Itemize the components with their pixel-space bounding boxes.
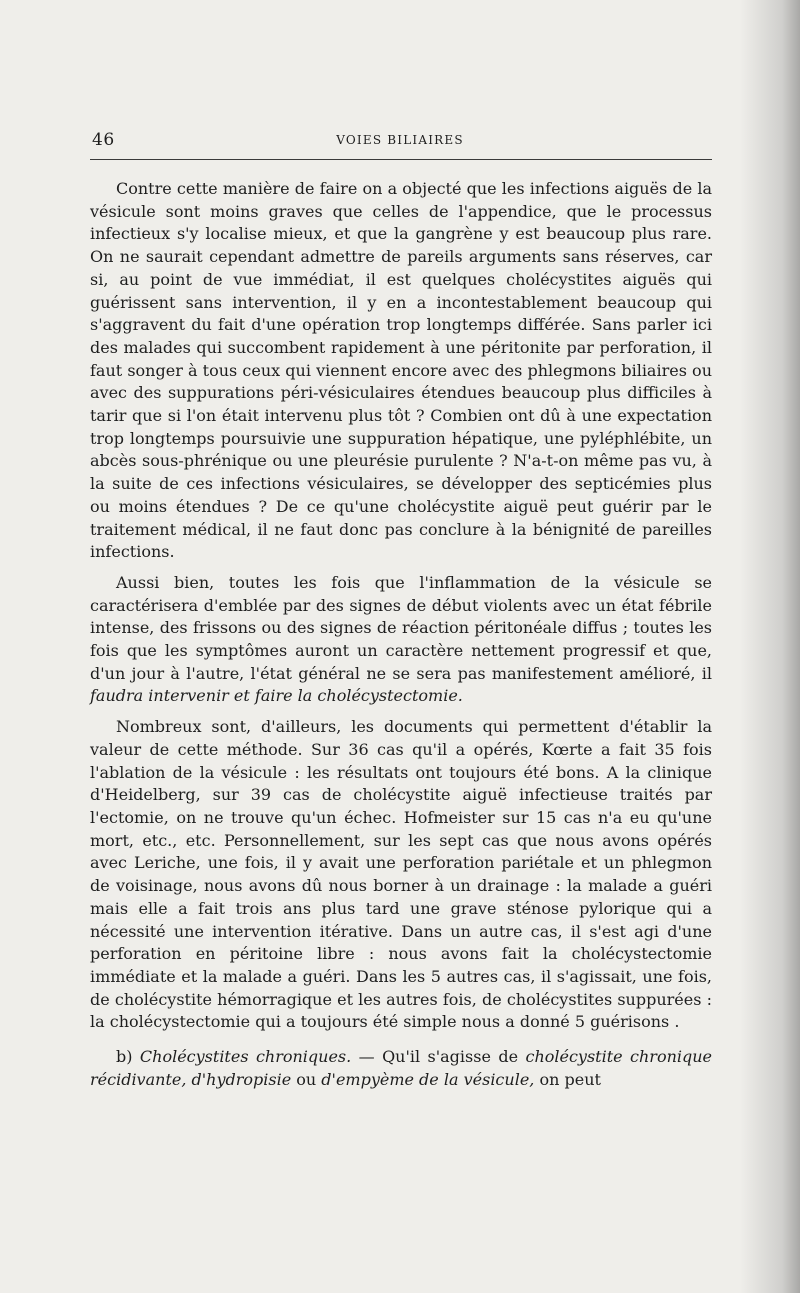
paragraph-2-text: Aussi bien, toutes les fois que l'inflammation de la vésicule se caractérisera d'emblée par des signes de début violents avec un état fébrile intense, des frissons ou des signes de réaction péritonéale diffus ; toutes les fois que les symptômes auront un caractère nettement progressif et que, d'un jour à l'autre, l'état général ne se sera pas manifestement amélioré, il	[90, 572, 712, 683]
header-rule	[90, 159, 712, 160]
paragraph-3: Nombreux sont, d'ailleurs, les documents qui permettent d'établir la valeur de cette méthode. Sur 36 cas qu'il a opérés, Kœrte a fait 35 fois l'ablation de la vésicule : les résultats ont toujours été bons. A la clinique d'Heidelberg, sur 39 cas de cholécystite aiguë infectieuse traités par l'ectomie, on ne trouve qu'un échec. Hofmeister sur 15 cas n'a eu qu'une mort, etc., etc. Personnellement, sur les sept cas que nous avons opérés avec Leriche, une fois, il y avait une perforation pariétale et un phlegmon de voisinage, nous avons dû nous borner à un drainage : la malade a guéri mais elle a fait trois ans plus tard une grave sténose pylorique qui a nécessité une intervention itérative. Dans un autre cas, il s'est agi d'une perforation en péritoine libre : nous avons fait la cholécystectomie immédiate et la malade a guéri. Dans les 5 autres cas, il s'agissait, une fois, de cholécystite hémorragique et les autres fois, de cholécystites suppurées : la cholécystectomie qui a toujours été simple nous a donné 5 guérisons .	[90, 717, 712, 1032]
page-header	[90, 130, 710, 154]
paragraph-4	[90, 1046, 712, 1091]
running-title: VOIES BILIAIRES	[336, 133, 464, 147]
paragraph-4-term-1: cholécystite chronique récidivante, d'hydropisie	[90, 1047, 713, 1089]
paragraph-4-text-1: — Qu'il s'agisse de	[358, 1047, 519, 1067]
section-label: b)	[116, 1047, 133, 1067]
paragraph-4-term-2: d'empyème de la vésicule,	[321, 1069, 535, 1089]
paragraph-2-italic: faudra intervenir et faire la cholécystectomie.	[90, 686, 463, 706]
paragraph-4-text-2: ou	[296, 1069, 317, 1089]
paragraph-4-text-3: on peut	[539, 1069, 601, 1089]
page-number: 46	[92, 130, 115, 150]
paragraph-1: Contre cette manière de faire on a objecté que les infections aiguës de la vésicule sont moins graves que celles de l'appendice, que le processus infectieux s'y localise mieux, et que la gangrène y est beaucoup plus rare. On ne saurait cependant admettre de pareils arguments sans réserves, car si, au point de vue immédiat, il est quelques cholécystites aiguës qui guérissent sans intervention, il y en a incontestablement beaucoup qui s'aggravent du fait d'une opération trop longtemps différée. Sans parler ici des malades qui succombent rapidement à une péritonite par perforation, il faut songer à tous ceux qui viennent encore avec des phlegmons biliaires ou avec des suppurations péri-vésiculaires étendues beaucoup plus difficiles à tarir que si l'on était intervenu plus tôt ? Combien ont dû à une expectation trop longtemps poursuivie une suppuration hépatique, une pyléphlébite, un abcès sous-phrénique ou une pleurésie purulente ? N'a-t-on même pas vu, à la suite de ces infections vésiculaires, se développer des septicémies plus ou moins étendues ? De ce qu'une cholécystite aiguë peut guérir par le traitement médical, il ne faut donc pas conclure à la bénignité de pareilles infections.	[90, 179, 712, 562]
paragraph-2	[90, 572, 712, 708]
body-text	[90, 178, 712, 1091]
page-edge-shadow	[740, 0, 800, 1293]
section-heading: Cholécystites chroniques.	[139, 1047, 352, 1067]
